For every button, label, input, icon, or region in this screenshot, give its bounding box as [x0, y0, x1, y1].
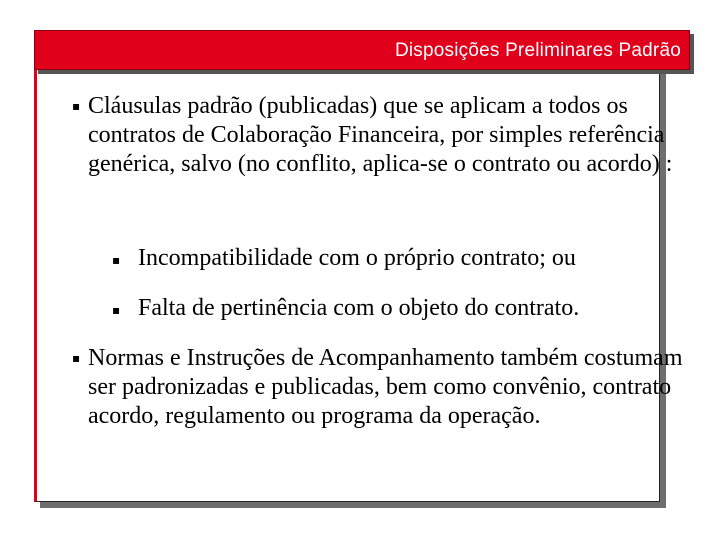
bullet-marker: ▪ — [72, 351, 81, 365]
sub-bullet-item — [112, 294, 672, 323]
bullet-marker: ▪ — [112, 303, 121, 317]
bullet-marker: ▪ — [72, 99, 81, 113]
bullet-text: Normas e Instruções de Acompanhamento também costumam ser padronizadas e publicadas, bem como convênio, contrato acordo, regulamento ou programa da operação. — [88, 345, 683, 429]
sub-bullet-text: Falta de pertinência com o objeto do contrato. — [138, 295, 580, 321]
slide-title: Disposições Preliminares Padrão — [394, 40, 681, 61]
bullet-item — [72, 92, 687, 179]
title-bar — [34, 30, 690, 70]
bullet-text: Cláusulas padrão (publicadas) que se aplicam a todos os contratos de Colaboração Financeira, por simples referência genérica, salvo (no conflito, aplica-se o contrato ou acordo) : — [88, 93, 673, 177]
bullet-item — [72, 344, 687, 431]
bullet-marker: ▪ — [112, 253, 121, 267]
sub-bullet-text: Incompatibilidade com o próprio contrato; ou — [138, 245, 576, 271]
sub-bullet-item — [112, 244, 672, 273]
